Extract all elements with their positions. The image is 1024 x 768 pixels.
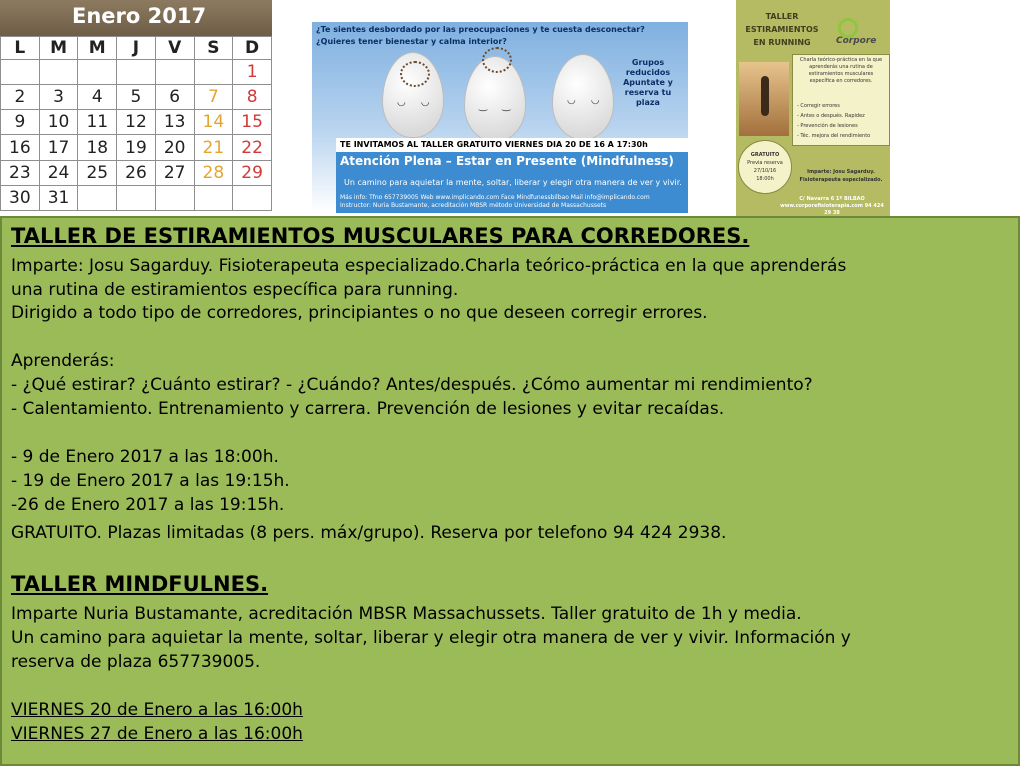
calendar-day: 24	[39, 160, 78, 185]
poster-invite-banner: TE INVITAMOS AL TALLER GRATUITO VIERNES DIA 20 DE 16 A 17:30h	[336, 138, 688, 152]
calendar-day: 11	[78, 110, 117, 135]
poster-title: Atención Plena – Estar en Presente (Mindfulness)	[340, 154, 674, 168]
calendar-day: 5	[117, 85, 156, 110]
calendar-day	[155, 60, 194, 85]
calendar-day: 14	[194, 110, 233, 135]
free-badge	[738, 140, 792, 194]
paragraph-line: una rutina de estiramientos específica para running.	[11, 280, 459, 300]
calendar-day	[117, 60, 156, 85]
calendar-day	[1, 60, 40, 85]
list-item: - Corregir errores	[797, 103, 840, 109]
running-address: C/ Navarra 6 1º BILBAO www.corporefisioterapia.com 94 424 29 38	[780, 196, 884, 216]
weekday-label: J	[117, 37, 156, 60]
calendar-day: 27	[155, 160, 194, 185]
calendar-day	[233, 185, 272, 210]
eyes-icon: ‿ ‿	[479, 101, 517, 112]
calendar-day	[194, 60, 233, 85]
workshop-text-panel	[0, 216, 1020, 766]
calendar-day	[78, 60, 117, 85]
badge-line: 18:00h	[756, 176, 774, 182]
running-items-list	[797, 101, 870, 141]
paragraph-line: Dirigido a todo tipo de corredores, principiantes o no que deseen corregir errores.	[11, 303, 708, 323]
list-item: - Antes o después. Rapidez	[797, 113, 865, 119]
calendar-day	[39, 60, 78, 85]
calendar-day: 31	[39, 185, 78, 210]
calendar-day: 3	[39, 85, 78, 110]
scribble-icon	[400, 61, 430, 87]
calendar-day: 17	[39, 135, 78, 160]
weekday-label: M	[39, 37, 78, 60]
weekday-label: D	[233, 37, 272, 60]
calendar-day: 21	[194, 135, 233, 160]
mindfulness-date-link[interactable]: VIERNES 27 de Enero a las 16:00h	[11, 724, 303, 744]
weekday-label: L	[1, 37, 40, 60]
badge-line: Previa reserva	[747, 160, 783, 166]
paragraph-line: Imparte Nuria Bustamante, acreditación MBSR Massachussets. Taller gratuito de 1h y media.	[11, 604, 802, 624]
poster-question-1: ¿Te sientes desbordado por las preocupaciones y te cuesta desconectar?	[316, 25, 645, 34]
calendar	[0, 0, 272, 212]
calendar-day: 8	[233, 85, 272, 110]
session-date: - 19 de Enero 2017 a las 19:15h.	[11, 471, 290, 491]
calendar-week	[1, 60, 272, 85]
free-badge-text	[739, 151, 791, 183]
logo-text: Corpore	[836, 36, 877, 46]
mindfulness-poster	[312, 22, 688, 213]
calendar-day: 1	[233, 60, 272, 85]
calendar-day: 12	[117, 110, 156, 135]
corpore-logo	[836, 14, 886, 44]
calendar-day: 9	[1, 110, 40, 135]
runner-photo	[739, 62, 789, 136]
calendar-day	[155, 185, 194, 210]
calendar-day: 22	[233, 135, 272, 160]
calendar-week	[1, 160, 272, 185]
session-date: - 9 de Enero 2017 a las 18:00h.	[11, 447, 279, 467]
calendar-day: 2	[1, 85, 40, 110]
poster-instructor: Instructor: Nuria Bustamante, acreditación MBSR método Universidad de Massachussets	[340, 202, 607, 209]
mindfulness-workshop-title: TALLER MINDFULNES.	[11, 572, 269, 596]
calendar-week	[1, 185, 272, 210]
badge-line: GRATUITO	[750, 152, 780, 158]
running-instructor: Imparte: Josu Sagarduy. Fisioterapeuta especializado.	[799, 169, 883, 183]
running-poster-title: TALLER ESTIRAMIENTOS EN RUNNING	[745, 12, 819, 47]
calendar-day: 30	[1, 185, 40, 210]
running-info-box	[792, 54, 890, 146]
calendar-day: 15	[233, 110, 272, 135]
calendar-day	[78, 185, 117, 210]
poster-contact: Más info: Tfno 657739005 Web www.implicando.com Face Mindfunessbilbao Mail info@implicando.com	[340, 194, 650, 201]
calendar-day: 20	[155, 135, 194, 160]
calendar-day: 18	[78, 135, 117, 160]
learn-item: - Calentamiento. Entrenamiento y carrera. Prevención de lesiones y evitar recaídas.	[11, 399, 725, 419]
calm-egg-illustration	[552, 54, 614, 140]
running-workshop-title: TALLER DE ESTIRAMIENTOS MUSCULARES PARA CORREDORES.	[11, 224, 750, 248]
poster-side-note: Grupos reducidos Apuntate y reserva tu plaza	[623, 58, 673, 107]
weekday-label: M	[78, 37, 117, 60]
calendar-day: 26	[117, 160, 156, 185]
paragraph-line: reserva de plaza 657739005.	[11, 652, 261, 672]
poster-subtitle: Un camino para aquietar la mente, soltar, liberar y elegir otra manera de ver y vivir.	[344, 178, 682, 187]
calendar-day: 29	[233, 160, 272, 185]
learn-heading: Aprenderás:	[11, 351, 115, 371]
calendar-title: Enero 2017	[72, 4, 207, 28]
weekday-label: V	[155, 37, 194, 60]
calendar-week	[1, 110, 272, 135]
mindfulness-date-link[interactable]: VIERNES 20 de Enero a las 16:00h	[11, 700, 303, 720]
calendar-day	[117, 185, 156, 210]
calendar-day	[194, 185, 233, 210]
calendar-day: 13	[155, 110, 194, 135]
eyes-icon: ◡ ◡	[567, 95, 606, 106]
calendar-day: 16	[1, 135, 40, 160]
calendar-day: 6	[155, 85, 194, 110]
learn-item: - ¿Qué estirar? ¿Cuánto estirar? - ¿Cuándo? Antes/después. ¿Cómo aumentar mi rendimiento?	[11, 375, 813, 395]
paragraph-line: Un camino para aquietar la mente, soltar, liberar y elegir otra manera de ver y vivir. Información y	[11, 628, 851, 648]
poster-info	[340, 194, 650, 210]
calendar-grid	[0, 36, 272, 211]
calendar-day: 23	[1, 160, 40, 185]
calendar-week	[1, 135, 272, 160]
calendar-header	[0, 0, 272, 36]
calendar-day: 19	[117, 135, 156, 160]
calendar-week	[1, 85, 272, 110]
running-description: Charla teórico-práctica en la que aprenderás una rutina de estiramientos musculares específica en corredores.	[799, 57, 883, 84]
calendar-day: 4	[78, 85, 117, 110]
free-registration-line: GRATUITO. Plazas limitadas (8 pers. máx/grupo). Reserva por telefono 94 424 2938.	[11, 523, 727, 543]
worried-egg-illustration	[464, 56, 526, 142]
calendar-weekdays-row	[1, 37, 272, 60]
poster-title-banner	[336, 152, 688, 213]
running-poster	[736, 0, 890, 218]
stressed-egg-illustration	[382, 52, 444, 138]
calendar-day: 25	[78, 160, 117, 185]
runner-figure-icon	[761, 76, 769, 116]
calendar-day: 7	[194, 85, 233, 110]
eyes-icon: ◡ ◡	[397, 97, 436, 108]
calendar-day: 28	[194, 160, 233, 185]
scribble-icon	[482, 47, 512, 73]
session-date: -26 de Enero 2017 a las 19:15h.	[11, 495, 285, 515]
list-item: - Téc. mejora del rendimiento	[797, 133, 871, 139]
poster-question-2: ¿Quieres tener bienestar y calma interior?	[316, 37, 507, 46]
calendar-day: 10	[39, 110, 78, 135]
logo-circle-icon	[838, 18, 858, 38]
weekday-label: S	[194, 37, 233, 60]
badge-line: 27/10/16	[753, 168, 777, 174]
list-item: - Prevención de lesiones	[797, 123, 858, 129]
paragraph-line: Imparte: Josu Sagarduy. Fisioterapeuta especializado.Charla teórico-práctica en la que aprenderás	[11, 256, 847, 276]
